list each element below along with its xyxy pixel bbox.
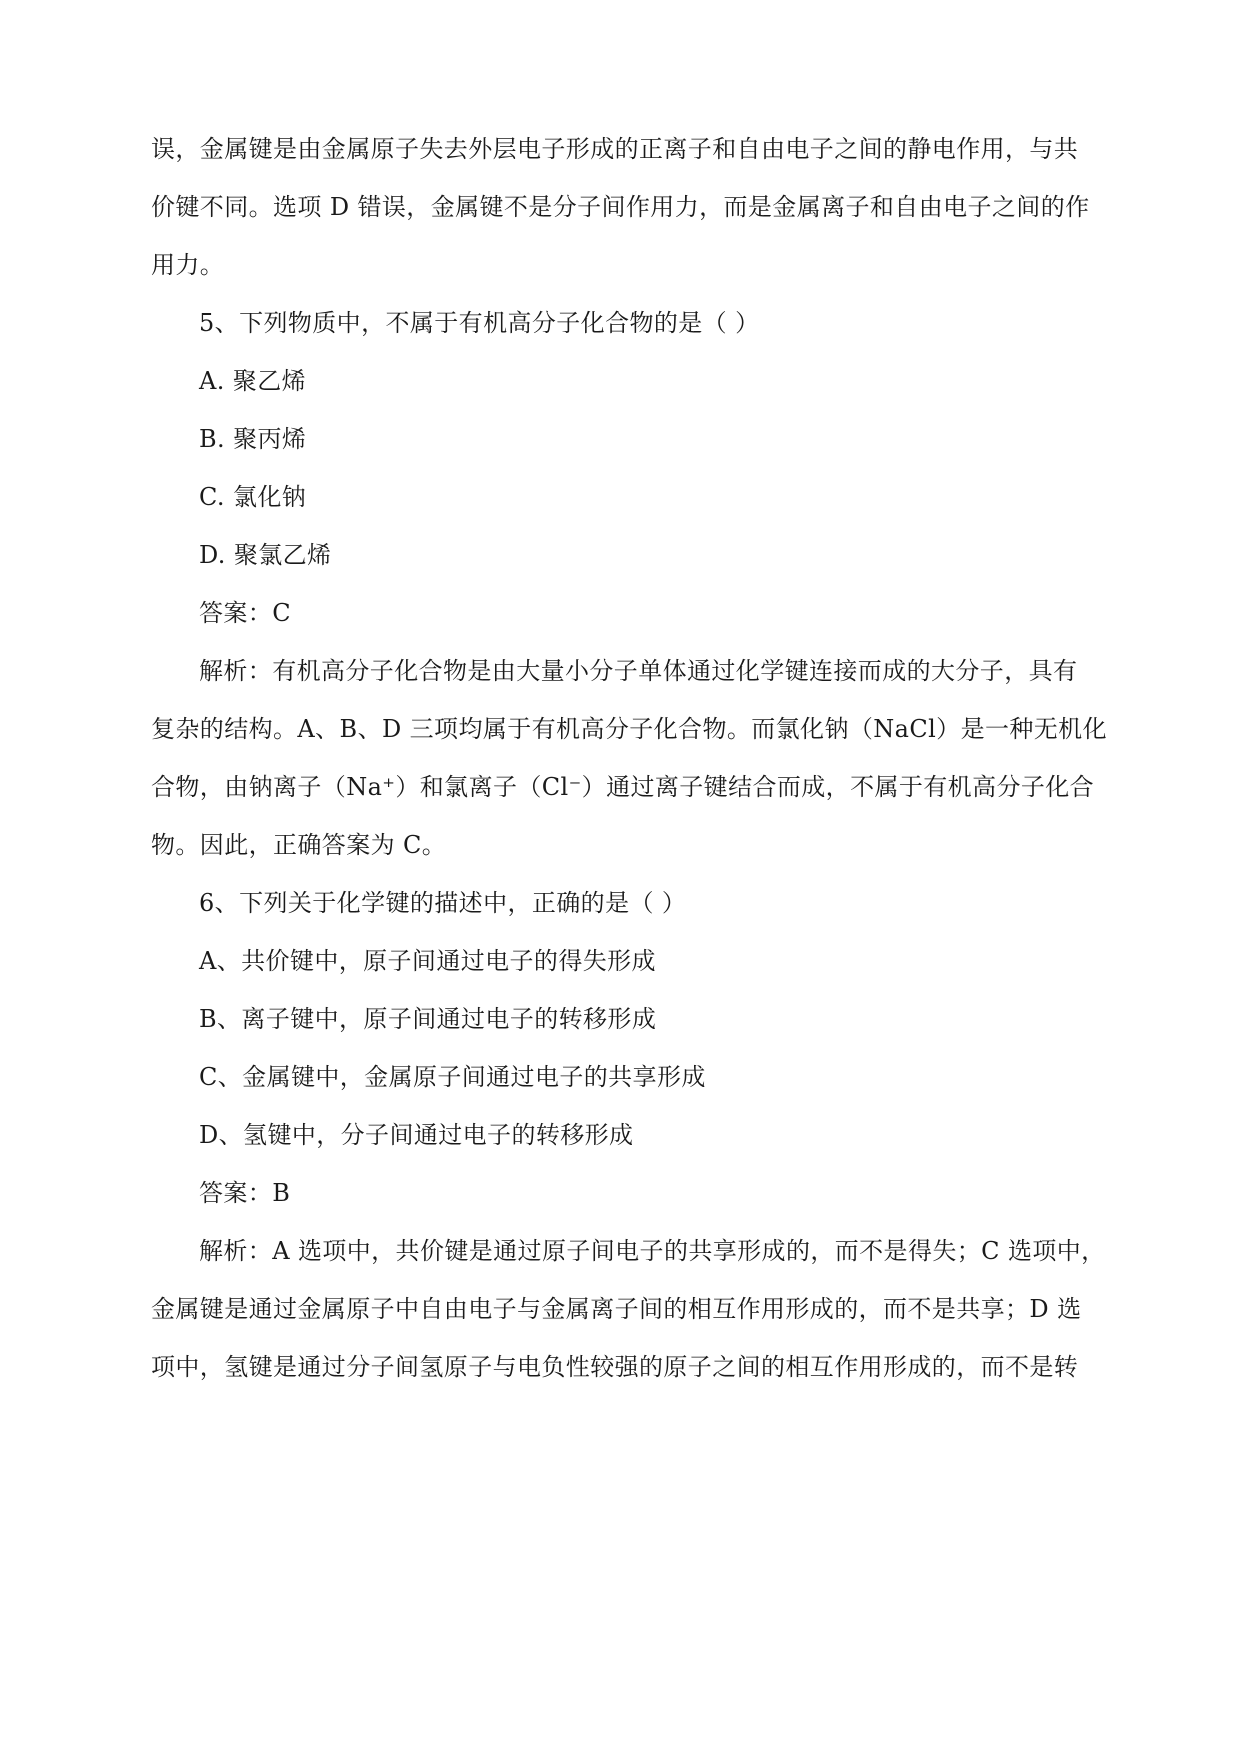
- question-6-explanation-line-2: 金属键是通过金属原子中自由电子与金属离子间的相互作用形成的，而不是共享；D 选: [151, 1295, 1082, 1323]
- question-5-option-a: A. 聚乙烯: [199, 367, 306, 395]
- question-6-option-a: A、共价键中，原子间通过电子的得失形成: [199, 947, 656, 975]
- question-6-explanation-line-1: 解析：A 选项中，共价键是通过原子间电子的共享形成的，而不是得失；C 选项中，: [199, 1237, 1106, 1265]
- question-5-explanation-line-1: 解析：有机高分子化合物是由大量小分子单体通过化学键连接而成的大分子，具有: [199, 657, 1078, 685]
- continuation-line-3: 用力。: [151, 251, 225, 279]
- question-6-explanation-line-3: 项中，氢键是通过分子间氢原子与电负性较强的原子之间的相互作用形成的，而不是转: [151, 1353, 1079, 1381]
- continuation-line-1: 误，金属键是由金属原子失去外层电子形成的正离子和自由电子之间的静电作用，与共: [151, 135, 1079, 163]
- question-5-explanation-line-3: 合物，由钠离子（Na⁺）和氯离子（Cl⁻）通过离子键结合而成，不属于有机高分子化合: [151, 773, 1095, 801]
- question-6-option-d: D、氢键中，分子间通过电子的转移形成: [199, 1121, 634, 1149]
- question-6-option-b: B、离子键中，原子间通过电子的转移形成: [199, 1005, 657, 1033]
- continuation-line-2: 价键不同。选项 D 错误，金属键不是分子间作用力，而是金属离子和自由电子之间的作: [151, 193, 1090, 221]
- question-5-option-d: D. 聚氯乙烯: [199, 541, 332, 569]
- question-5-answer: 答案：C: [199, 599, 291, 627]
- question-6-answer: 答案：B: [199, 1179, 291, 1207]
- question-6-option-c: C、金属键中，金属原子间通过电子的共享形成: [199, 1063, 706, 1091]
- question-6-text: 6、下列关于化学键的描述中，正确的是（ ）: [199, 889, 687, 917]
- question-5-option-c: C. 氯化钠: [199, 483, 307, 511]
- question-5-text: 5、下列物质中，不属于有机高分子化合物的是（ ）: [199, 309, 760, 337]
- question-5-option-b: B. 聚丙烯: [199, 425, 307, 453]
- question-5-explanation-line-4: 物。因此，正确答案为 C。: [151, 831, 447, 859]
- question-5-explanation-line-2: 复杂的结构。A、B、D 三项均属于有机高分子化合物。而氯化钠（NaCl）是一种无机化: [151, 715, 1107, 743]
